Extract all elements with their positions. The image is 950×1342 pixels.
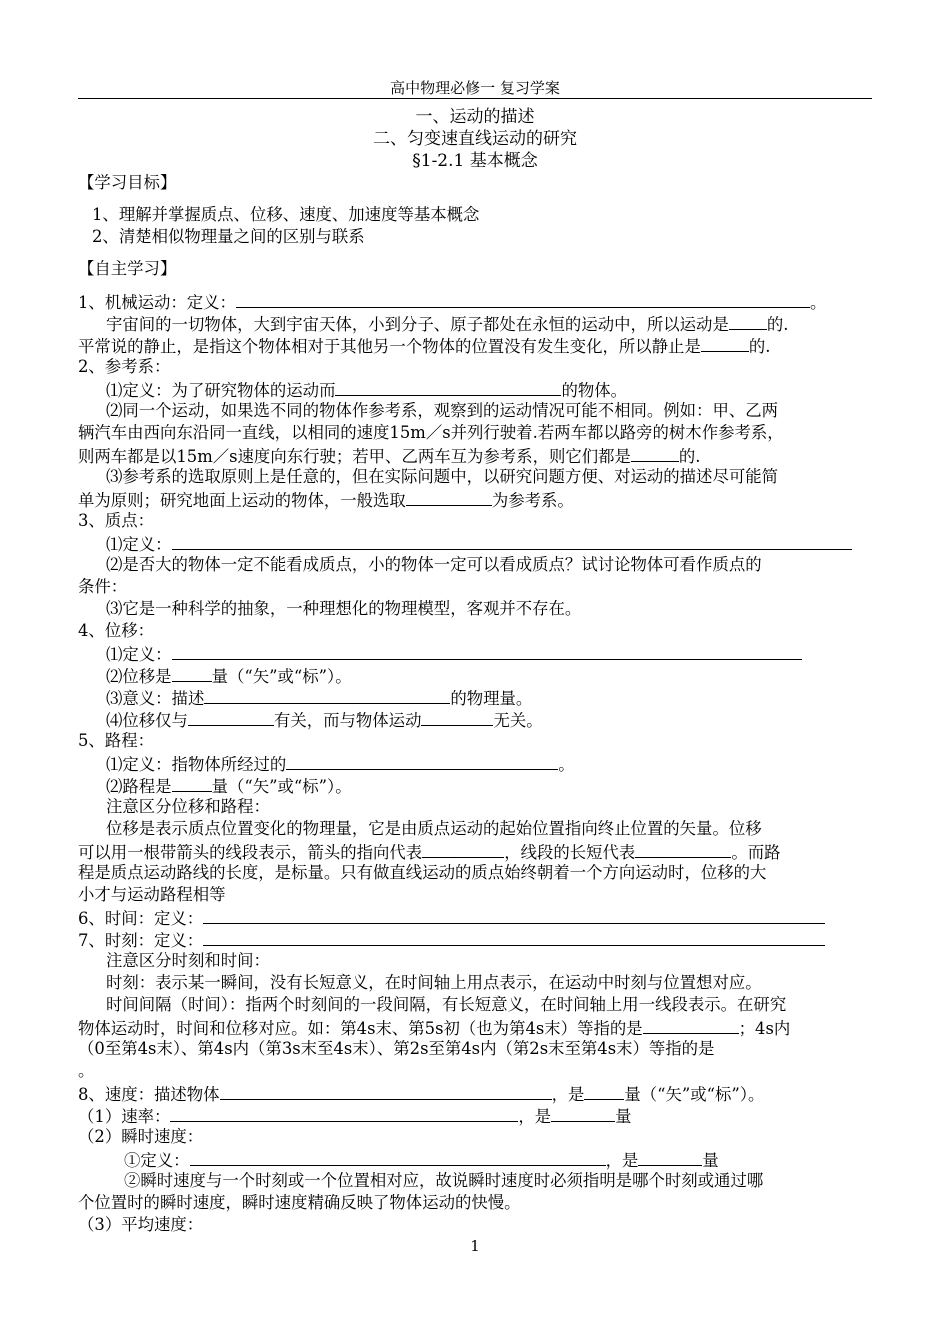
item-6-line: 6、时间：定义：	[78, 906, 878, 928]
text-line: 可以用一根带箭头的线段表示，箭头的指向代表 ，线段的长短代表 。而路	[78, 840, 878, 862]
blank[interactable]	[421, 708, 493, 726]
text-line: （2）瞬时速度：	[78, 1127, 204, 1146]
text-line: 宇宙间的一切物体，大到宇宙天体，小到分子、原子都处在永恒的运动中，所以运动是 的.	[78, 312, 878, 334]
item-7-line: 7、时刻：定义：	[78, 928, 878, 950]
text-line: ⑴定义：	[78, 532, 878, 554]
blank[interactable]	[172, 664, 212, 682]
blank[interactable]	[170, 1104, 518, 1122]
blank[interactable]	[203, 906, 825, 924]
text-line: ②瞬时速度与一个时刻或一个位置相对应，故说瞬时速度时必须指明是哪个时刻或通过哪	[124, 1171, 764, 1190]
text-line: （3）平均速度：	[78, 1215, 204, 1234]
text-line: ⑷位移仅与 有关，而与物体运动 无关。	[78, 708, 878, 730]
page-header: 高中物理必修一 复习学案	[390, 79, 560, 97]
blank[interactable]	[635, 840, 731, 858]
text-line: ⑵位移是 量（“矢”或“标”）。	[78, 664, 878, 686]
text-line: ⑶参考系的选取原则上是任意的，但在实际问题中，以研究问题方便、对运动的描述尽可能简	[106, 467, 779, 486]
text-line: 小才与运动路程相等	[78, 885, 226, 904]
item-3-heading: 3、质点：	[78, 511, 154, 530]
header-rule	[78, 98, 872, 99]
text-line: ⑶它是一种科学的抽象，一种理想化的物理模型，客观并不存在。	[106, 599, 582, 618]
text-line: 。	[78, 1061, 95, 1080]
item-1-line: 1、机械运动：定义： 。	[78, 290, 878, 312]
text-line: 程是质点运动路线的长度，是标量。只有做直线运动的质点始终朝着一个方向运动时，位移的大	[78, 863, 767, 882]
text-line: ⑴定义：	[78, 642, 878, 664]
text-line: ⑶意义：描述 的物理量。	[78, 686, 878, 708]
text-line: ⑵路程是 量（“矢”或“标”）。	[78, 774, 878, 796]
blank[interactable]	[172, 642, 802, 660]
blank[interactable]	[701, 334, 749, 352]
text-line: 个位置时的瞬时速度，瞬时速度精确反映了物体运动的快慢。	[78, 1193, 521, 1212]
goals-heading: 【学习目标】	[78, 173, 177, 192]
blank[interactable]	[286, 752, 558, 770]
text-line: 平常说的静止，是指这个物体相对于其他另一个物体的位置没有发生变化，所以静止是 的.	[78, 334, 878, 356]
text-line: ⑴定义：为了研究物体的运动而 的物体。	[78, 378, 878, 400]
blank[interactable]	[643, 1016, 739, 1034]
text-line: 位移是表示质点位置变化的物理量，它是由质点运动的起始位置指向终止位置的矢量。位移	[106, 819, 762, 838]
text-line: ⑴定义：指物体所经过的 。	[78, 752, 878, 774]
text-line: 条件：	[78, 577, 128, 596]
blank[interactable]	[190, 1148, 606, 1166]
page-number: 1	[470, 1237, 480, 1255]
text-line: ①定义： ，是 量	[78, 1148, 878, 1170]
text-line: 辆汽车由西向东沿同一直线，以相同的速度15m／s并列行驶着.若两车都以路旁的树木作参考系，	[78, 423, 784, 442]
section-title: §1-2.1 基本概念	[412, 151, 538, 171]
blank[interactable]	[729, 312, 767, 330]
text-line: 注意区分位移和路程：	[106, 797, 270, 816]
chapter-title-2: 二、匀变速直线运动的研究	[373, 129, 577, 149]
item-8-line: 8、速度：描述物体 ，是 量（“矢”或“标”）。	[78, 1082, 878, 1104]
text-line: 时刻：表示某一瞬间，没有长短意义，在时间轴上用点表示，在运动中时刻与位置想对应。	[106, 973, 762, 992]
blank[interactable]	[406, 488, 492, 506]
blank[interactable]	[422, 840, 504, 858]
blank[interactable]	[638, 1148, 702, 1166]
text-line: 则两车都是以15m／s速度向东行驶；若甲、乙两车互为参考系，则它们都是 的.	[78, 444, 878, 466]
goal-item: 1、理解并掌握质点、位移、速度、加速度等基本概念	[92, 205, 480, 224]
study-heading: 【自主学习】	[78, 259, 177, 278]
text-line: ⑵同一个运动，如果选不同的物体作参考系，观察到的运动情况可能不相同。例如：甲、乙两	[106, 401, 779, 420]
item-2-heading: 2、参考系：	[78, 357, 171, 376]
blank[interactable]	[236, 290, 810, 308]
blank[interactable]	[551, 1104, 615, 1122]
blank[interactable]	[204, 686, 450, 704]
text-line: 单为原则；研究地面上运动的物体，一般选取 为参考系。	[78, 488, 878, 510]
blank[interactable]	[188, 708, 274, 726]
blank[interactable]	[203, 928, 825, 946]
text-line: ⑵是否大的物体一定不能看成质点，小的物体一定可以看成质点？试讨论物体可看作质点的	[106, 555, 762, 574]
blank[interactable]	[172, 532, 852, 550]
item-4-heading: 4、位移：	[78, 621, 154, 640]
title-block	[78, 106, 872, 172]
chapter-title-1: 一、运动的描述	[415, 107, 535, 127]
blank[interactable]	[335, 378, 561, 396]
text-line: （1）速率： ，是 量	[78, 1104, 878, 1126]
text-line: 注意区分时刻和时间：	[106, 951, 270, 970]
blank[interactable]	[220, 1082, 552, 1100]
blank[interactable]	[584, 1082, 624, 1100]
goal-item: 2、清楚相似物理量之间的区别与联系	[92, 227, 365, 246]
blank[interactable]	[631, 444, 679, 462]
content	[78, 172, 878, 1236]
text-line: （0至第4s末）、第4s内（第3s末至4s末）、第2s至第4s内（第2s末至第4s末）等指的是	[78, 1039, 715, 1058]
text-line: 时间间隔（时间）：指两个时刻间的一段间隔，有长短意义，在时间轴上用一线段表示。在研究	[106, 995, 787, 1014]
item-5-heading: 5、路程：	[78, 731, 154, 750]
blank[interactable]	[172, 774, 212, 792]
text-line: 物体运动时，时间和位移对应。如：第4s末、第5s初（也为第4s末）等指的是 ；4s内	[78, 1016, 878, 1038]
